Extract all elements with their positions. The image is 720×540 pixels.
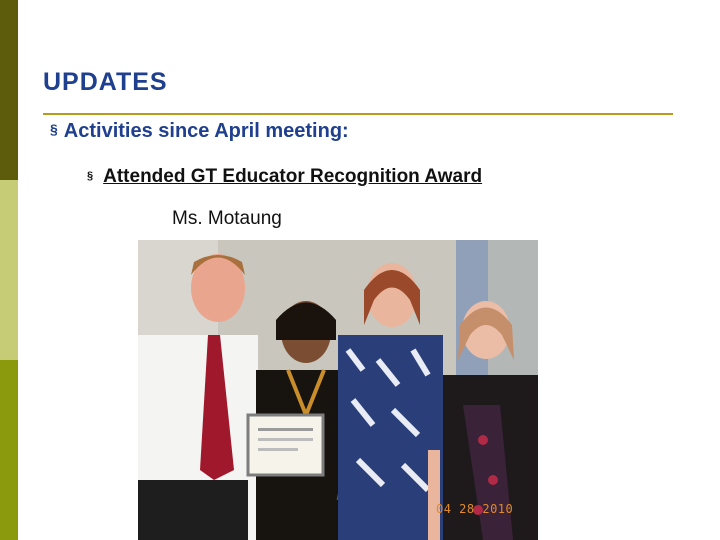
sub-bullet-marker: § xyxy=(87,170,94,182)
sub-bullet-award xyxy=(87,166,482,188)
honoree-name: Ms. Motaung xyxy=(172,208,282,229)
sub-bullet-award-text: Attended GT Educator Recognition Award xyxy=(103,166,483,187)
side-bar-middle xyxy=(0,180,18,360)
photo-date-stamp: 04 28 2010 xyxy=(436,502,514,516)
title-divider xyxy=(43,113,673,115)
side-bar-top xyxy=(0,0,18,180)
award-photo-illustration xyxy=(138,240,538,540)
bullet-activities-text: Activities since April meeting: xyxy=(63,120,349,142)
slide-title: UPDATES xyxy=(43,68,168,96)
award-photo xyxy=(138,240,538,540)
bullet-activities xyxy=(50,120,349,143)
bullet-marker: § xyxy=(50,121,58,137)
side-bar-bottom xyxy=(0,360,18,540)
